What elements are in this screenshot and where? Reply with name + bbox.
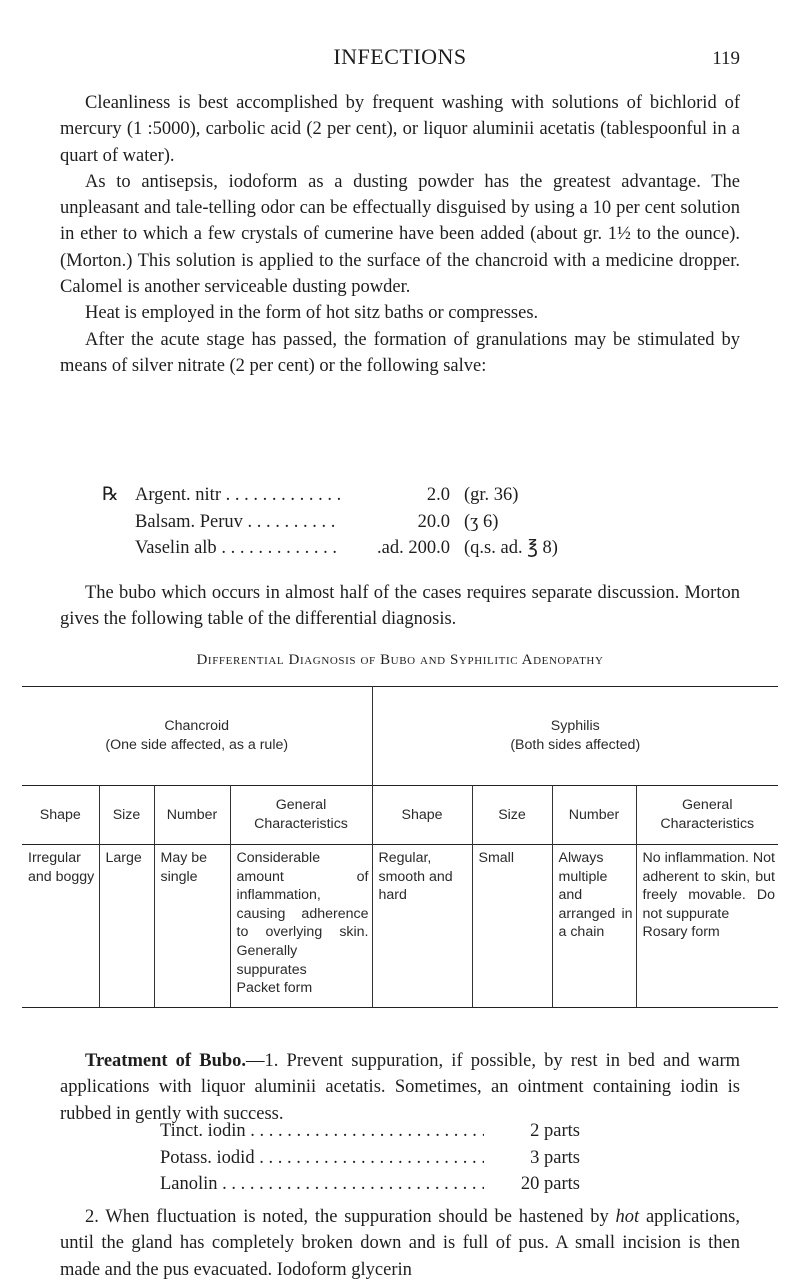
prescription-row bbox=[102, 482, 722, 509]
table-row bbox=[22, 845, 778, 1008]
paragraph-antisepsis: As to antisepsis, iodoform as a dusting powder has the greatest advantage. The unpleasant and tale-telling odor can be effectually disguised by using a 10 per cent solution in ether to which a few crystals of cumerine have been added (about gr. 1½ to the ounce). (Morton.) This solution is applied to the surface of the chancroid with a medicine dropper. Calomel is another serviceable dusting powder. bbox=[60, 171, 740, 298]
column-header: General Characteristics bbox=[230, 786, 372, 845]
column-header: Shape bbox=[22, 786, 99, 845]
paragraph-treatment-2 bbox=[60, 1204, 740, 1283]
table-cell: May be single bbox=[154, 845, 230, 1008]
ingredient-quantity: 3 parts bbox=[530, 1147, 580, 1168]
paragraph-cleanliness: Cleanliness is best accomplished by frequent washing with solutions of bichlorid of mercury (1 :5000), carbolic acid (2 per cent), or liquor aluminii acetatis (tablespoonful in a quart of water). bbox=[60, 93, 740, 166]
chancroid-label: Chancroid bbox=[164, 718, 230, 735]
chancroid-group-header bbox=[22, 687, 372, 786]
treatment-heading: Treatment of Bubo. bbox=[85, 1051, 247, 1071]
cell-text: No inflammation. Not adherent to skin, but freely movable. Do not suppurate bbox=[642, 850, 775, 922]
table-cell: Irregular and boggy bbox=[22, 845, 99, 1008]
column-header: Shape bbox=[372, 786, 472, 845]
ingredient-name: Vaselin alb . . . bbox=[135, 535, 340, 562]
cell-note: Rosary form bbox=[642, 924, 720, 941]
paragraph-granulations: After the acute stage has passed, the formation of granulations may be stimulated by means of silver nitrate (2 per cent) or the following salve: bbox=[60, 329, 740, 376]
table-cell: Always multiple and arranged in a chain bbox=[552, 845, 636, 1008]
running-title: INFECTIONS bbox=[333, 44, 467, 69]
table-title: Differential Diagnosis of Bubo and Syphilitic Adenopathy bbox=[196, 652, 604, 668]
column-header: Number bbox=[552, 786, 636, 845]
column-header: Number bbox=[154, 786, 230, 845]
table-cell: Regular, smooth and hard bbox=[372, 845, 472, 1008]
prescription-row bbox=[102, 509, 722, 536]
emphasis-hot: hot bbox=[615, 1207, 640, 1227]
prescription-ointment bbox=[160, 1118, 780, 1198]
table-cell bbox=[230, 845, 372, 1008]
chancroid-note: (One side affected, as a rule) bbox=[105, 737, 289, 753]
treatment-section-2 bbox=[60, 1204, 740, 1283]
differential-diagnosis-table bbox=[22, 686, 778, 1008]
recipe-symbol: ℞ bbox=[102, 485, 119, 505]
bubo-text bbox=[60, 580, 740, 633]
cell-note: Packet form bbox=[236, 980, 313, 997]
cell-text: Considerable amount of inflammation, causing adherence to overlying skin. Generally suppurates bbox=[236, 850, 369, 978]
prescription-row bbox=[160, 1118, 780, 1145]
table-cell: Large bbox=[99, 845, 154, 1008]
prescription-row bbox=[160, 1145, 780, 1172]
ingredient-name: Lanolin . . . bbox=[160, 1171, 484, 1198]
table-cell bbox=[636, 845, 778, 1008]
syphilis-label: Syphilis bbox=[550, 718, 600, 735]
paragraph-treatment-1 bbox=[60, 1048, 740, 1127]
treatment-text: applications, until the gland has completely broken down and is full of pus. A small incision is then made and the pus evacuated. Iodoform glycerin bbox=[60, 1207, 740, 1280]
treatment-text: 2. When fluctuation is noted, the suppuration should be hastened by bbox=[85, 1207, 616, 1227]
column-header: Size bbox=[472, 786, 552, 845]
treatment-text: —1. Prevent suppuration, if possible, by rest in bed and warm applications with liquor aluminii acetatis. Sometimes, an ointment containing iodin is rubbed in gently with success. bbox=[60, 1051, 740, 1124]
treatment-section bbox=[60, 1048, 740, 1127]
prescription-row bbox=[102, 535, 722, 562]
ingredient-equivalent: (ʒ 6) bbox=[464, 511, 499, 532]
ingredient-name: Balsam. Peruv . . . bbox=[135, 509, 340, 536]
ingredient-name: Potass. iodid . . . bbox=[160, 1145, 484, 1172]
paragraph-heat: Heat is employed in the form of hot sitz baths or compresses. bbox=[85, 303, 539, 324]
prescription-row bbox=[160, 1171, 780, 1198]
ingredient-name: Argent. nitr . . . bbox=[135, 482, 340, 509]
column-header: Size bbox=[99, 786, 154, 845]
ingredient-quantity: 20.0 bbox=[417, 511, 450, 532]
prescription-salve bbox=[102, 482, 722, 562]
paragraph-bubo: The bubo which occurs in almost half of the cases requires separate discussion. Morton gives the following table of the differential diagnosis. bbox=[60, 583, 740, 630]
syphilis-group-header bbox=[372, 687, 778, 786]
ingredient-equivalent: (gr. 36) bbox=[464, 485, 519, 505]
ingredient-equivalent: (q.s. ad. ℥ 8) bbox=[464, 538, 558, 558]
ingredient-quantity: 2 parts bbox=[530, 1121, 580, 1141]
page-number: 119 bbox=[712, 48, 740, 69]
intro-text bbox=[60, 90, 740, 379]
column-header: General Characteristics bbox=[636, 786, 778, 845]
syphilis-note: (Both sides affected) bbox=[510, 737, 641, 753]
table-cell: Small bbox=[472, 845, 552, 1008]
ingredient-name: Tinct. iodin . . . bbox=[160, 1118, 484, 1145]
ingredient-quantity: 2.0 bbox=[426, 485, 450, 505]
ingredient-quantity: .ad. 200.0 bbox=[377, 538, 450, 558]
ingredient-quantity: 20 parts bbox=[520, 1174, 580, 1194]
